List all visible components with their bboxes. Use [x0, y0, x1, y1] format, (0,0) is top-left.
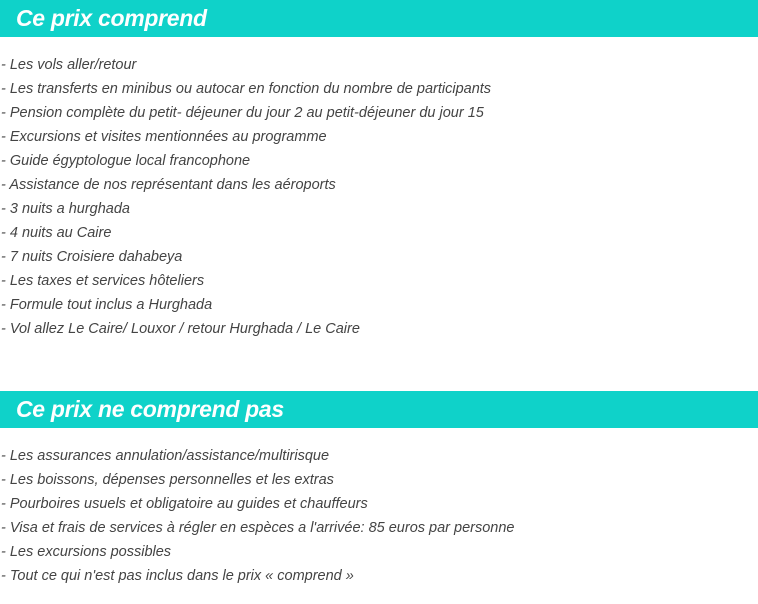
included-item: - Formule tout inclus a Hurghada — [1, 297, 213, 313]
included-item: - Excursions et visites mentionnées au programme — [1, 129, 327, 145]
included-item: - Les transferts en minibus ou autocar en fonction du nombre de participants — [1, 81, 492, 97]
included-section-title: Ce prix comprend — [16, 5, 207, 31]
excluded-item: - Les boissons, dépenses personnelles et les extras — [1, 472, 334, 488]
included-item: - Les taxes et services hôteliers — [1, 273, 205, 289]
included-item: - Pension complète du petit- déjeuner du jour 2 au petit-déjeuner du jour 15 — [1, 105, 484, 121]
excluded-section-title: Ce prix ne comprend pas — [16, 396, 284, 422]
excluded-item: - Les excursions possibles — [1, 544, 172, 560]
included-item: - Les vols aller/retour — [1, 57, 137, 73]
included-item: - Vol allez Le Caire/ Louxor / retour Hurghada / Le Caire — [1, 321, 360, 337]
included-items-list — [0, 53, 758, 341]
included-item: - 7 nuits Croisiere dahabeya — [1, 249, 183, 265]
included-item: - 4 nuits au Caire — [1, 225, 112, 241]
excluded-item: - Tout ce qui n'est pas inclus dans le prix « comprend » — [1, 568, 354, 584]
excluded-item: - Pourboires usuels et obligatoire au guides et chauffeurs — [1, 496, 368, 512]
excluded-item: - Visa et frais de services à régler en espèces a l'arrivée: 85 euros par personne — [1, 520, 515, 536]
excluded-section-header — [0, 391, 758, 428]
excluded-items-list — [0, 444, 758, 588]
included-item: - 3 nuits a hurghada — [1, 201, 130, 217]
included-item: - Assistance de nos représentant dans les aéroports — [1, 177, 336, 193]
excluded-item: - Les assurances annulation/assistance/multirisque — [1, 448, 330, 464]
included-section-header — [0, 0, 758, 37]
included-item: - Guide égyptologue local francophone — [1, 153, 251, 169]
